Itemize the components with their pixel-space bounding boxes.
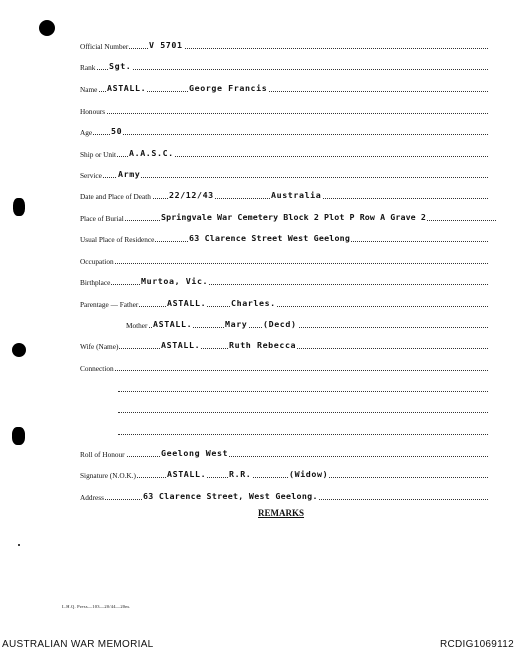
- stray-dot: [18, 544, 20, 546]
- ship-or-unit-label: Ship or Unit: [80, 150, 117, 159]
- address-value: 63 Clarence Street, West Geelong.: [143, 491, 318, 501]
- service-value: Army: [118, 169, 141, 179]
- residence-value: 63 Clarence Street West Geelong: [189, 233, 351, 243]
- ship-or-unit-row: [80, 146, 488, 160]
- dotted-line: [80, 134, 488, 135]
- burial-row: [80, 210, 496, 224]
- burial-label: Place of Burial: [80, 214, 124, 223]
- remarks-heading: REMARKS: [258, 508, 305, 518]
- rank-row: [80, 59, 488, 73]
- signature-label: Signature (N.O.K.): [80, 471, 136, 480]
- mother-surname: ASTALL.: [153, 319, 193, 329]
- father-surname: ASTALL.: [167, 298, 207, 308]
- signature-surname: ASTALL.: [167, 469, 207, 479]
- age-label: Age: [80, 128, 93, 137]
- death-date: 22/12/43: [169, 190, 214, 200]
- signature-note: (Widow): [289, 469, 329, 479]
- signature-row: [80, 467, 488, 481]
- wife-row: [80, 338, 488, 352]
- dotted-line: [80, 370, 488, 371]
- punch-hole-top: [39, 20, 55, 36]
- print-code: L.H.Q. Press—103—20/44—20m.: [62, 604, 131, 609]
- mother-row: [126, 317, 488, 331]
- service-label: Service: [80, 171, 102, 180]
- ship-or-unit-value: A.A.S.C.: [129, 148, 174, 158]
- age-value: 50: [111, 126, 123, 136]
- father-row: [80, 296, 488, 310]
- father-given: Charles.: [231, 298, 276, 308]
- connection-label: Connection: [80, 364, 114, 373]
- ink-smudge-lower: [12, 427, 25, 445]
- roll-of-honour-row: [80, 446, 488, 460]
- wife-label: Wife (Name): [80, 342, 119, 351]
- burial-value: Springvale War Cemetery Block 2 Plot P Row A Grave 2: [161, 212, 426, 222]
- signature-initials: R.R.: [229, 469, 252, 479]
- dotted-line: [80, 306, 488, 307]
- name-row: [80, 81, 488, 95]
- birthplace-value: Murtoa, Vic.: [141, 276, 209, 286]
- honours-label: Honours: [80, 107, 106, 116]
- official-number-row: [80, 38, 488, 52]
- official-number-value: V 5701: [149, 40, 183, 50]
- honours-row: [80, 103, 488, 117]
- punch-hole-middle: [12, 343, 26, 357]
- name-given: George Francis: [189, 83, 268, 93]
- father-label: Parentage — Father: [80, 300, 139, 309]
- death-place: Australia: [271, 190, 322, 200]
- mother-label: Mother: [126, 321, 148, 330]
- death-label: Date and Place of Death: [80, 192, 151, 201]
- record-id: RCDIG1069112: [439, 639, 514, 650]
- connection-line-2: [118, 381, 488, 395]
- connection-line-3: [118, 402, 488, 416]
- dotted-line: [118, 412, 488, 413]
- mother-given: Mary: [225, 319, 248, 329]
- connection-row: [80, 360, 488, 374]
- dotted-line: [118, 434, 488, 435]
- roll-of-honour-label: Roll of Honour: [80, 450, 125, 459]
- birthplace-row: [80, 274, 488, 288]
- dotted-line: [80, 456, 488, 457]
- connection-line-4: [118, 424, 488, 438]
- death-row: [80, 188, 488, 202]
- dotted-line: [80, 69, 488, 70]
- service-row: [80, 167, 488, 181]
- occupation-row: [80, 253, 488, 267]
- archive-name: AUSTRALIAN WAR MEMORIAL: [2, 639, 154, 650]
- dotted-line: [80, 113, 488, 114]
- dotted-line: [80, 263, 488, 264]
- official-number-label: Official Number: [80, 42, 129, 51]
- roll-of-honour-value: Geelong West: [161, 448, 229, 458]
- ink-smudge-upper: [13, 198, 25, 216]
- birthplace-label: Birthplace: [80, 278, 111, 287]
- name-surname: ASTALL.: [107, 83, 147, 93]
- mother-note: (Decd): [263, 319, 297, 329]
- address-row: [80, 489, 488, 503]
- name-label: Name: [80, 85, 98, 94]
- dotted-line: [118, 391, 488, 392]
- wife-surname: ASTALL.: [161, 340, 201, 350]
- dotted-line: [80, 477, 488, 478]
- occupation-label: Occupation: [80, 257, 114, 266]
- residence-row: [80, 231, 488, 245]
- wife-given: Ruth Rebecca: [229, 340, 297, 350]
- rank-value: Sgt.: [109, 61, 132, 71]
- footer-bar: [0, 636, 518, 653]
- rank-label: Rank: [80, 63, 96, 72]
- address-label: Address: [80, 493, 104, 502]
- age-row: [80, 124, 488, 138]
- dotted-line: [80, 48, 488, 49]
- residence-label: Usual Place of Residence: [80, 235, 155, 244]
